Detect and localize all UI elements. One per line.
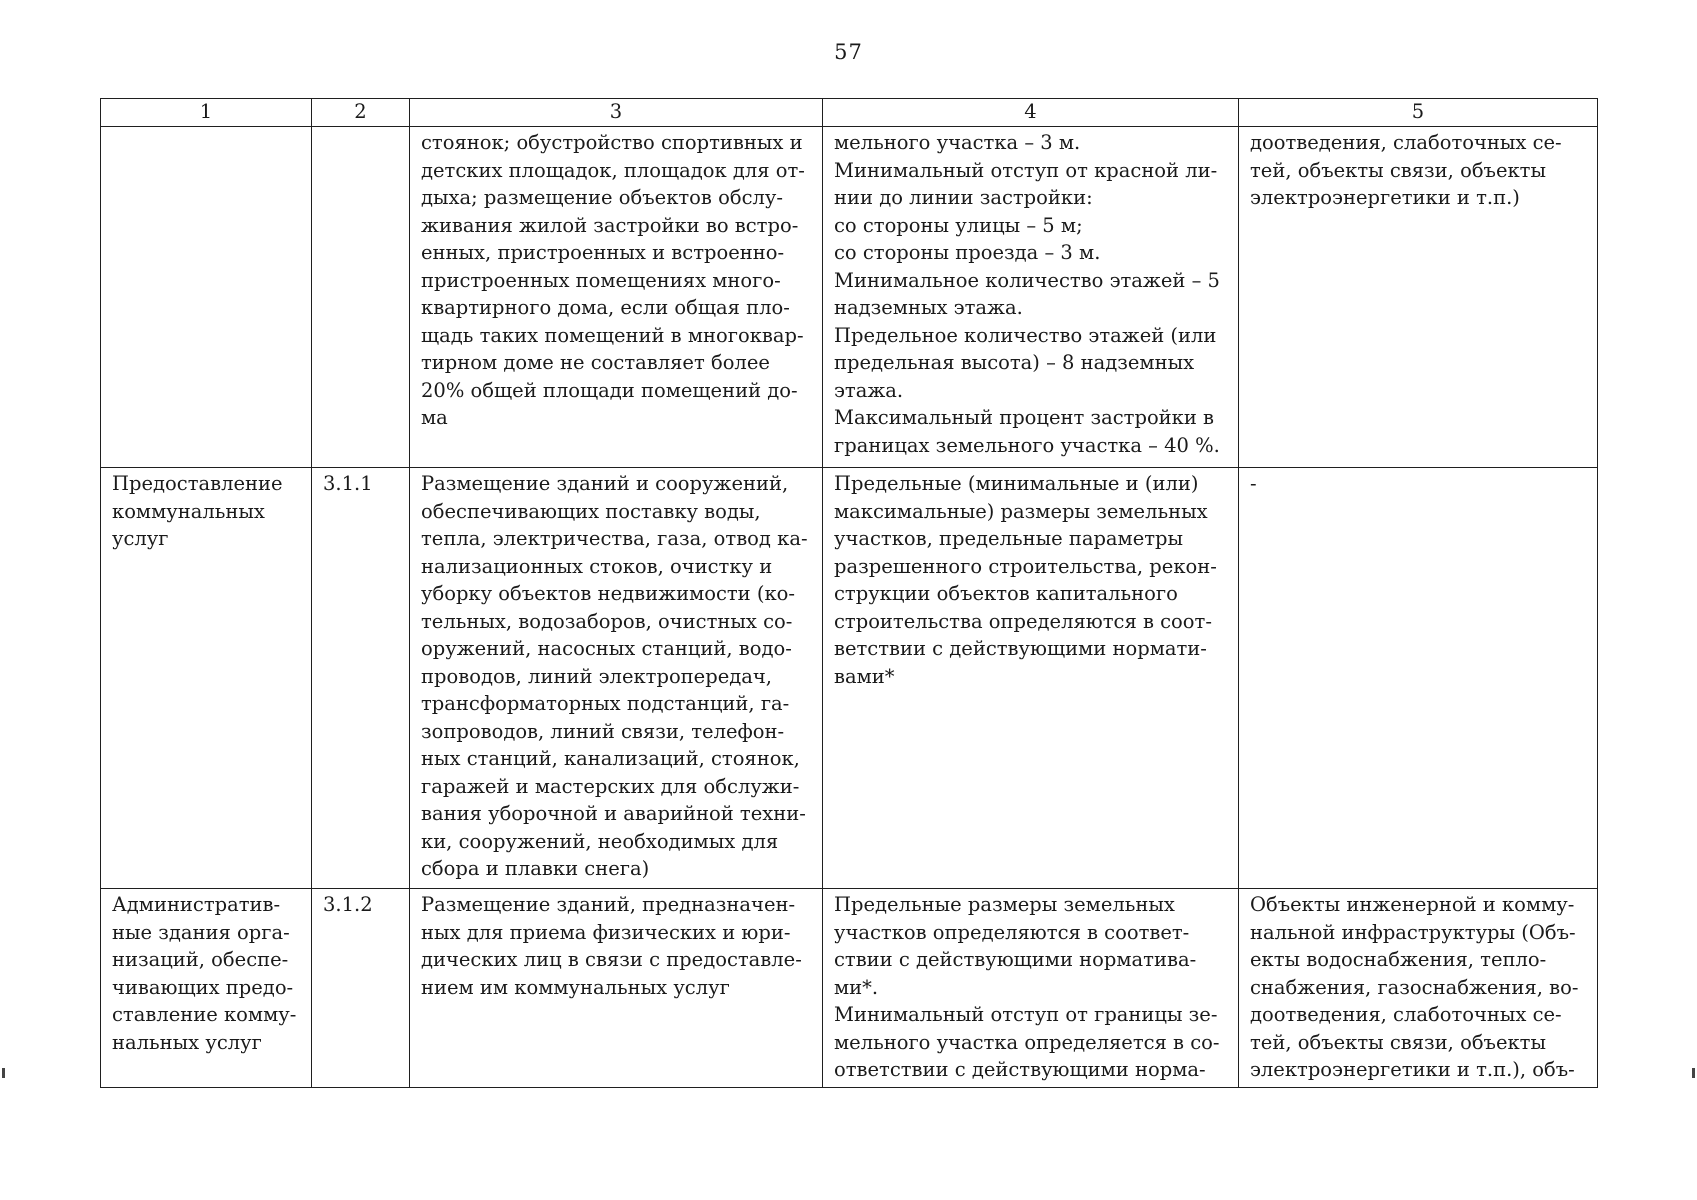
- cell-restrictions: [1239, 127, 1598, 468]
- use-description-text: Размещение зданий, предназначен- ных для приема физических и юри- дических лиц в связи с предоставле- нием им коммунальных услуг: [421, 893, 802, 999]
- cell-use-name: [101, 468, 312, 889]
- cell-use-code: [312, 468, 410, 889]
- use-description-text: Размещение зданий и сооружений, обеспечивающих поставку воды, тепла, электричества, газа, отвод ка- нализационных стоков, очистку и уборку объектов недвижимости (ко- тельных, водозаборов, очистных со- оружений, насосных станций, водо- проводов, линий электропередач, трансформаторных подстанций, га- зопроводов, линий связи, телефон- ных станций, канализаций, стоянок, гаражей и мастерских для обслужи- вания уборочной и аварийной техни- ки, сооружений, необходимых для сбора и плавки снега): [421, 472, 808, 880]
- column-header-2: 2: [312, 99, 410, 127]
- cell-use-description: [410, 468, 823, 889]
- cell-use-code: [312, 127, 410, 468]
- use-description-text: стоянок; обустройство спортивных и детских площадок, площадок для от- дыха; размещение объектов обслу- живания жилой застройки во встро- енных, пристроенных и встроенно- пристроенных помещениях много- квартирного дома, если общая пло- щадь таких помещений в многоквар- тирном доме не составляет более 20% общей площади помещений до- ма: [421, 131, 805, 429]
- table-row: [101, 468, 1598, 889]
- cell-parameters: [823, 468, 1239, 889]
- cell-restrictions: [1239, 889, 1598, 1088]
- cell-use-name: [101, 127, 312, 468]
- scan-edge-mark-left: [2, 1068, 5, 1078]
- restrictions-text: -: [1250, 472, 1257, 495]
- restrictions-text: Объекты инженерной и комму- нальной инфраструктуры (Объ- екты водоснабжения, тепло- снабжения, газоснабжения, во- доотведения, слаботочных се- тей, объекты связи, объекты электроэнергетики и т.п.), объ-: [1250, 893, 1579, 1081]
- column-header-3: 3: [410, 99, 823, 127]
- table-row: [101, 127, 1598, 468]
- table-header-row: [101, 99, 1598, 127]
- restrictions-text: доотведения, слаботочных се- тей, объекты связи, объекты электроэнергетики и т.п.): [1250, 131, 1562, 209]
- scan-edge-mark-right: [1692, 1068, 1695, 1078]
- page-number: 57: [834, 40, 863, 64]
- land-use-table: [100, 98, 1598, 1088]
- column-header-1: 1: [101, 99, 312, 127]
- cell-use-description: [410, 127, 823, 468]
- cell-use-name: [101, 889, 312, 1088]
- use-name-text: Административ- ные здания орга- низаций, обеспе- чивающих предо- ставление комму- нальных услуг: [112, 893, 297, 1054]
- use-name-text: Предоставление коммунальных услуг: [112, 472, 283, 550]
- table-row: [101, 889, 1598, 1088]
- cell-use-description: [410, 889, 823, 1088]
- cell-restrictions: [1239, 468, 1598, 889]
- parameters-text: Предельные размеры земельных участков определяются в соответ- ствии с действующими норматива- ми*. Минимальный отступ от границы зе- мельного участка определяется в со- ответствии с действующими норма-: [834, 893, 1220, 1081]
- column-header-4: 4: [823, 99, 1239, 127]
- parameters-text: Предельные (минимальные и (или) максимальные) размеры земельных участков, предельные параметры разрешенного строительства, рекон- струкции объектов капитального строительства определяются в соот- ветствии с действующими нормати- вами*: [834, 472, 1217, 688]
- cell-use-code: [312, 889, 410, 1088]
- parameters-text: мельного участка – 3 м. Минимальный отступ от красной ли- нии до линии застройки: со стороны улицы – 5 м; со стороны проезда – 3 м. Минимальное количество этажей – 5 надземных этажа. Предельное количество этажей (или предельная высота) – 8 надземных этажа. Максимальный процент застройки в границах земельного участка – 40 %.: [834, 131, 1220, 457]
- cell-parameters: [823, 127, 1239, 468]
- use-code-text: 3.1.2: [323, 893, 373, 916]
- use-code-text: 3.1.1: [323, 472, 373, 495]
- column-header-5: 5: [1239, 99, 1598, 127]
- cell-parameters: [823, 889, 1239, 1088]
